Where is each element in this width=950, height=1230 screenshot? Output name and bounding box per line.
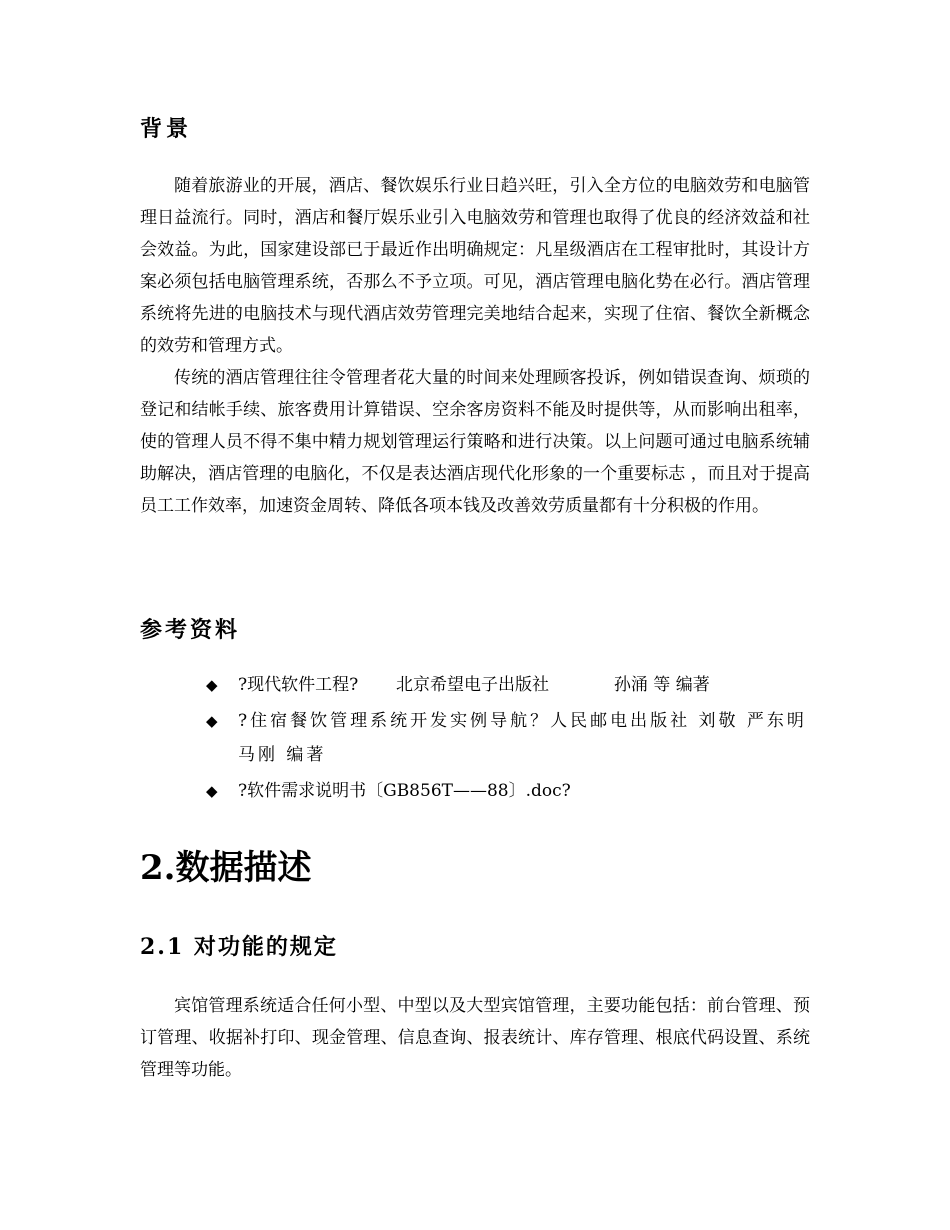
reference-text: ?住宿餐饮管理系统开发实例导航？人民邮电出版社 刘敬 严东明 马刚 编著 [238, 711, 807, 765]
function-spec-paragraph: 宾馆管理系统适合任何小型、中型以及大型宾馆管理，主要功能包括：前台管理、预订管理、收据补打印、现金管理、信息查询、报表统计、库存管理、根底代码设置、系统管理等功能。 [140, 996, 810, 1080]
background-paragraph-1: 随着旅游业的开展，酒店、餐饮娱乐行业日趋兴旺，引入全方位的电脑效劳和电脑管理日益流行。同时，酒店和餐厅娱乐业引入电脑效劳和管理也取得了优良的经济效益和社会效益。为此，国家建设部已于最近作出明确规定：凡星级酒店在工程审批时，其设计方案必须包括电脑管理系统，否那么不予立项。可见，酒店管理电脑化势在必行。酒店管理系统将先进的电脑技术与现代酒店效劳管理完美地结合起来，实现了住宿、餐饮全新概念的效劳和管理方式。 [140, 176, 810, 356]
reference-item [206, 774, 810, 808]
reference-item [206, 704, 810, 772]
reference-text: ?现代软件工程? 北京希望电子出版社 孙涌 等 编著 [238, 675, 710, 695]
function-spec-body [140, 990, 810, 1086]
diamond-bullet-icon: ◆ [206, 712, 221, 730]
background-body [140, 170, 810, 522]
diamond-bullet-icon: ◆ [206, 676, 218, 694]
diamond-bullet-icon: ◆ [206, 782, 218, 800]
background-heading: 背景 [140, 116, 193, 142]
data-description-heading: 2.数据描述 [140, 848, 312, 888]
reference-text: ?软件需求说明书〔GB856T——88〕.doc? [238, 781, 571, 801]
function-spec-heading: 2.1 对功能的规定 [140, 934, 338, 960]
references-heading: 参考资料 [140, 617, 241, 643]
references-list [206, 668, 810, 810]
background-paragraph-2: 传统的酒店管理往往令管理者花大量的时间来处理顾客投诉，例如错误查询、烦琐的登记和结帐手续、旅客费用计算错误、空余客房资料不能及时提供等，从而影响出租率，使的管理人员不得不集中精力规划管理运行策略和进行决策。以上问题可通过电脑系统辅助解决，酒店管理的电脑化，不仅是表达酒店现代化形象的一个重要标志 ，而且对于提高员工工作效率，加速资金周转、降低各项本钱及改善效劳质量都有十分积极的作用。 [140, 368, 810, 516]
reference-item [206, 668, 810, 702]
